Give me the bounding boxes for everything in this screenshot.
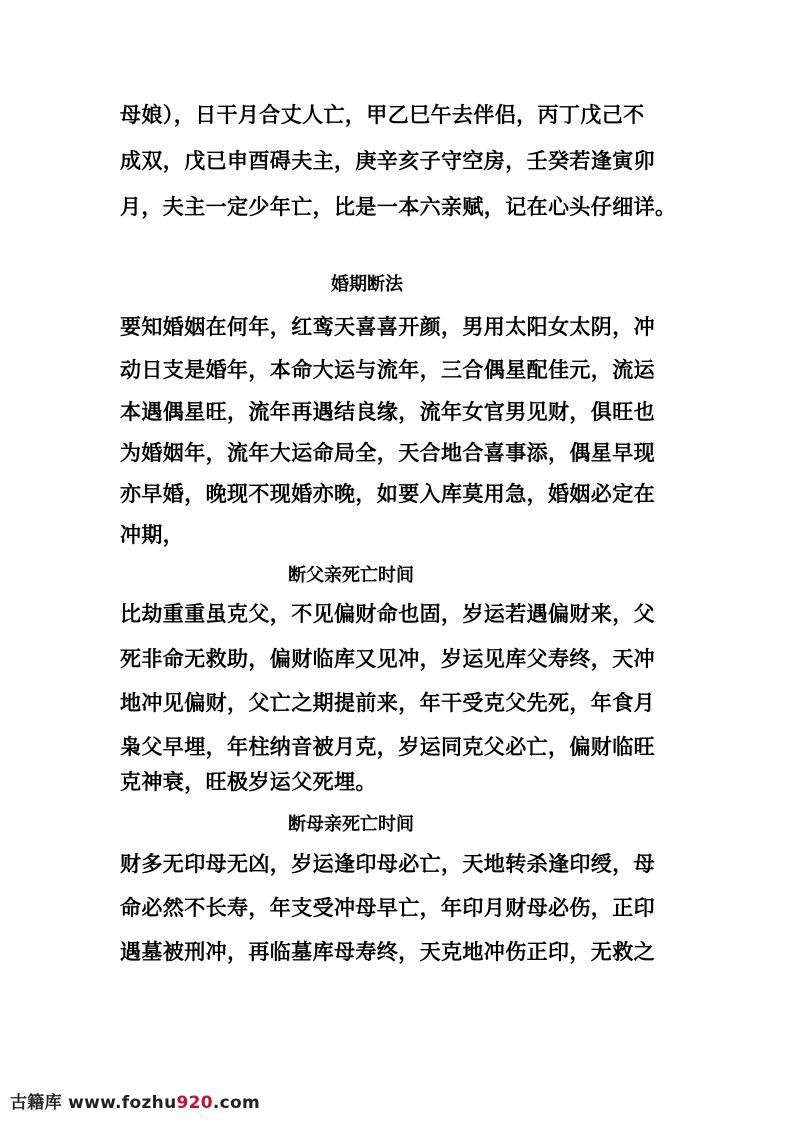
text-line: 遇墓被刑冲，再临墓库母寿终，天克地冲伤正印，无救之 — [120, 939, 655, 964]
text-line: 要知婚姻在何年，红鸾天喜喜开颜，男用太阳女太阴，冲 — [120, 314, 655, 339]
text-line: 克神衰，旺极岁运父死埋。 — [120, 769, 377, 794]
text-line: 月，夫主一定少年亡，比是一本六亲赋，记在心头仔细详。 — [120, 194, 677, 219]
watermark-url-prefix: www.fozhu — [68, 1093, 177, 1113]
section-heading-father: 断父亲死亡时间 — [288, 565, 414, 586]
text-line: 冲期， — [120, 522, 185, 547]
text-line: 母娘），日干月合丈人亡，甲乙巳午去伴侣，丙丁戊己不 — [120, 102, 645, 127]
text-line: 亦早婚，晚现不现婚亦晚，如要入库莫用急，婚姻必定在 — [120, 481, 655, 506]
text-line: 命必然不长寿，年支受冲母早亡，年印月财母必伤，正印 — [120, 895, 655, 920]
text-line: 死非命无救助，偏财临库又见冲，岁运见库父寿终，天冲 — [120, 646, 655, 671]
watermark-url-number: 920 — [176, 1093, 213, 1113]
text-line: 成双，戊已申酉碍夫主，庚辛亥子守空房，壬癸若逢寅卯 — [120, 148, 655, 173]
text-line: 枭父早埋，年柱纳音被月克，岁运同克父必亡，偏财临旺 — [120, 734, 655, 759]
section-heading-mother: 断母亲死亡时间 — [288, 814, 414, 835]
text-line: 财多无印母无凶，岁运逢印母必亡，天地转杀逢印绶，母 — [120, 851, 655, 876]
watermark-url-suffix: .com — [212, 1093, 261, 1113]
section-heading-marriage: 婚期断法 — [331, 274, 403, 295]
text-line: 地冲见偏财，父亡之期提前来，年干受克父先死，年食月 — [120, 690, 655, 715]
text-line: 为婚姻年，流年大运命局全，天合地合喜事添，偶星早现 — [120, 440, 655, 465]
site-watermark — [10, 1088, 260, 1113]
text-line: 比劫重重虽克父，不见偏财命也固，岁运若遇偏财来，父 — [120, 601, 655, 626]
text-line: 动日支是婚年，本命大运与流年，三合偶星配佳元，流运 — [120, 357, 655, 382]
watermark-site-name: 古籍库 — [10, 1093, 62, 1113]
text-line: 本遇偶星旺，流年再遇结良缘，流年女官男见财，俱旺也 — [120, 399, 655, 424]
